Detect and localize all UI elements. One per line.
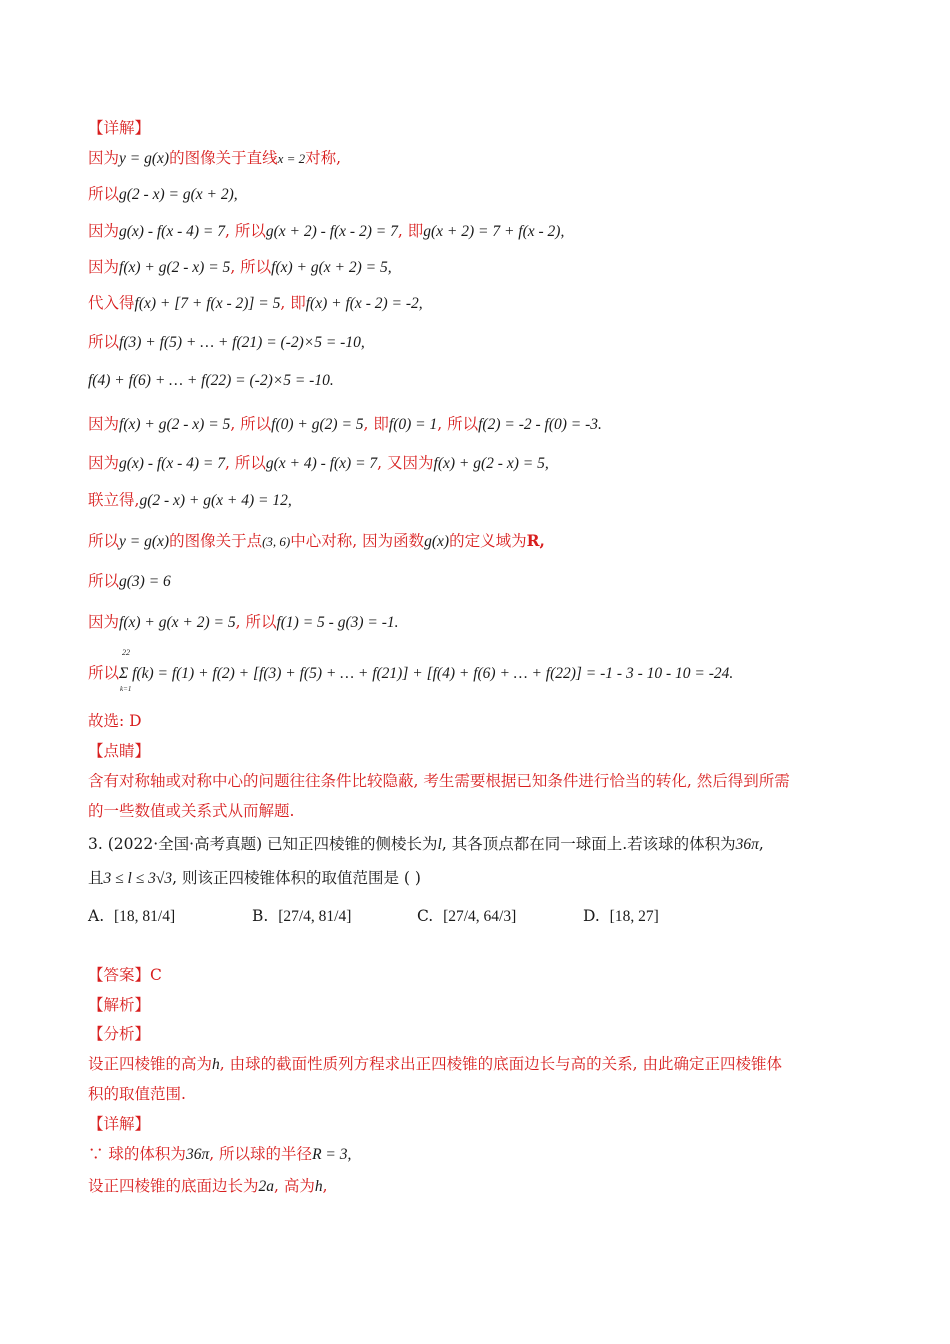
answer-label: 【答案】C — [88, 966, 162, 984]
answer-choice-line: 故选: D — [88, 712, 142, 730]
analysis-line-2: 积的取值范围. — [88, 1085, 186, 1103]
sum-upper-limit: 22 — [122, 648, 130, 657]
solution-line-7: f(4) + f(6) + … + f(22) = (-2)×5 = -10. — [88, 372, 334, 389]
option-b[interactable]: B. [27/4, 81/4] — [252, 907, 352, 925]
section-heading-remark: 【点睛】 — [88, 742, 151, 760]
solution-line-10: 联立得,g(2 - x) + g(x + 4) = 12, — [88, 491, 292, 509]
section-heading-detail-2: 【详解】 — [88, 1115, 151, 1133]
remark-line-2: 的一些数值或关系式从而解题. — [88, 802, 295, 820]
option-b-value: [27/4, 81/4] — [278, 908, 352, 925]
solution-line-13: 因为f(x) + g(x + 2) = 5, 所以f(1) = 5 - g(3) = -1. — [88, 613, 399, 631]
analysis-line-1: 设正四棱锥的高为h, 由球的截面性质列方程求出正四棱锥的底面边长与高的关系, 由此确定正四棱锥体 — [88, 1055, 782, 1073]
solution-line-6: 所以f(3) + f(5) + … + f(21) = (-2)×5 = -10, — [88, 333, 365, 351]
remark-line-1: 含有对称轴或对称中心的问题往往条件比较隐蔽, 考生需要根据已知条件进行恰当的转化, 然后得到所需 — [88, 772, 790, 790]
solution-line-5: 代入得f(x) + [7 + f(x - 2)] = 5, 即f(x) + f(x - 2) = -2, — [88, 294, 423, 312]
solution-line-3: 因为g(x) - f(x - 4) = 7, 所以g(x + 2) - f(x - 2) = 7, 即g(x + 2) = 7 + f(x - 2), — [88, 222, 565, 240]
solution-line-4: 因为f(x) + g(2 - x) = 5, 所以f(x) + g(x + 2) = 5, — [88, 258, 392, 276]
option-d-value: [18, 27] — [609, 908, 659, 925]
solution-line-1: 因为y = g(x)的图像关于直线x = 2对称, — [88, 149, 342, 167]
solution-line-sum: 所以Σ f(k) = f(1) + f(2) + [f(3) + f(5) + … + f(21)] + [f(4) + f(6) + … + f(22)] = -1 - 3 - 10 - 10 = -24. — [88, 664, 734, 682]
option-c-value: [27/4, 64/3] — [443, 908, 517, 925]
option-d[interactable]: D. [18, 27] — [583, 907, 659, 925]
section-heading-fenxi: 【分析】 — [88, 1025, 151, 1043]
analysis-line-3: ∵ 球的体积为36π, 所以球的半径R = 3, — [88, 1145, 352, 1163]
question-3-line-2: 且3 ≤ l ≤ 3√3, 则该正四棱锥体积的取值范围是 ( ) — [88, 869, 421, 887]
solution-line-2: 所以g(2 - x) = g(x + 2), — [88, 185, 238, 203]
solution-line-8: 因为f(x) + g(2 - x) = 5, 所以f(0) + g(2) = 5, 即f(0) = 1, 所以f(2) = -2 - f(0) = -3. — [88, 415, 602, 433]
option-c[interactable]: C. [27/4, 64/3] — [417, 907, 517, 925]
option-a[interactable]: A. [18, 81/4] — [88, 907, 176, 925]
section-heading-analysis: 【解析】 — [88, 996, 151, 1014]
solution-line-11: 所以y = g(x)的图像关于点(3, 6)中心对称, 因为函数g(x)的定义域为R, — [88, 531, 545, 550]
solution-line-9: 因为g(x) - f(x - 4) = 7, 所以g(x + 4) - f(x) = 7, 又因为f(x) + g(2 - x) = 5, — [88, 454, 549, 472]
section-heading-detail: 【详解】 — [88, 119, 151, 137]
analysis-line-4: 设正四棱锥的底面边长为2a, 高为h, — [88, 1177, 328, 1195]
sum-lower-limit: k=1 — [120, 685, 132, 693]
question-3-line-1: 3. (2022·全国·高考真题) 已知正四棱锥的侧棱长为l, 其各顶点都在同一球面上.若该球的体积为36π, — [88, 835, 764, 853]
solution-line-12: 所以g(3) = 6 — [88, 572, 171, 590]
option-a-value: [18, 81/4] — [113, 908, 176, 925]
